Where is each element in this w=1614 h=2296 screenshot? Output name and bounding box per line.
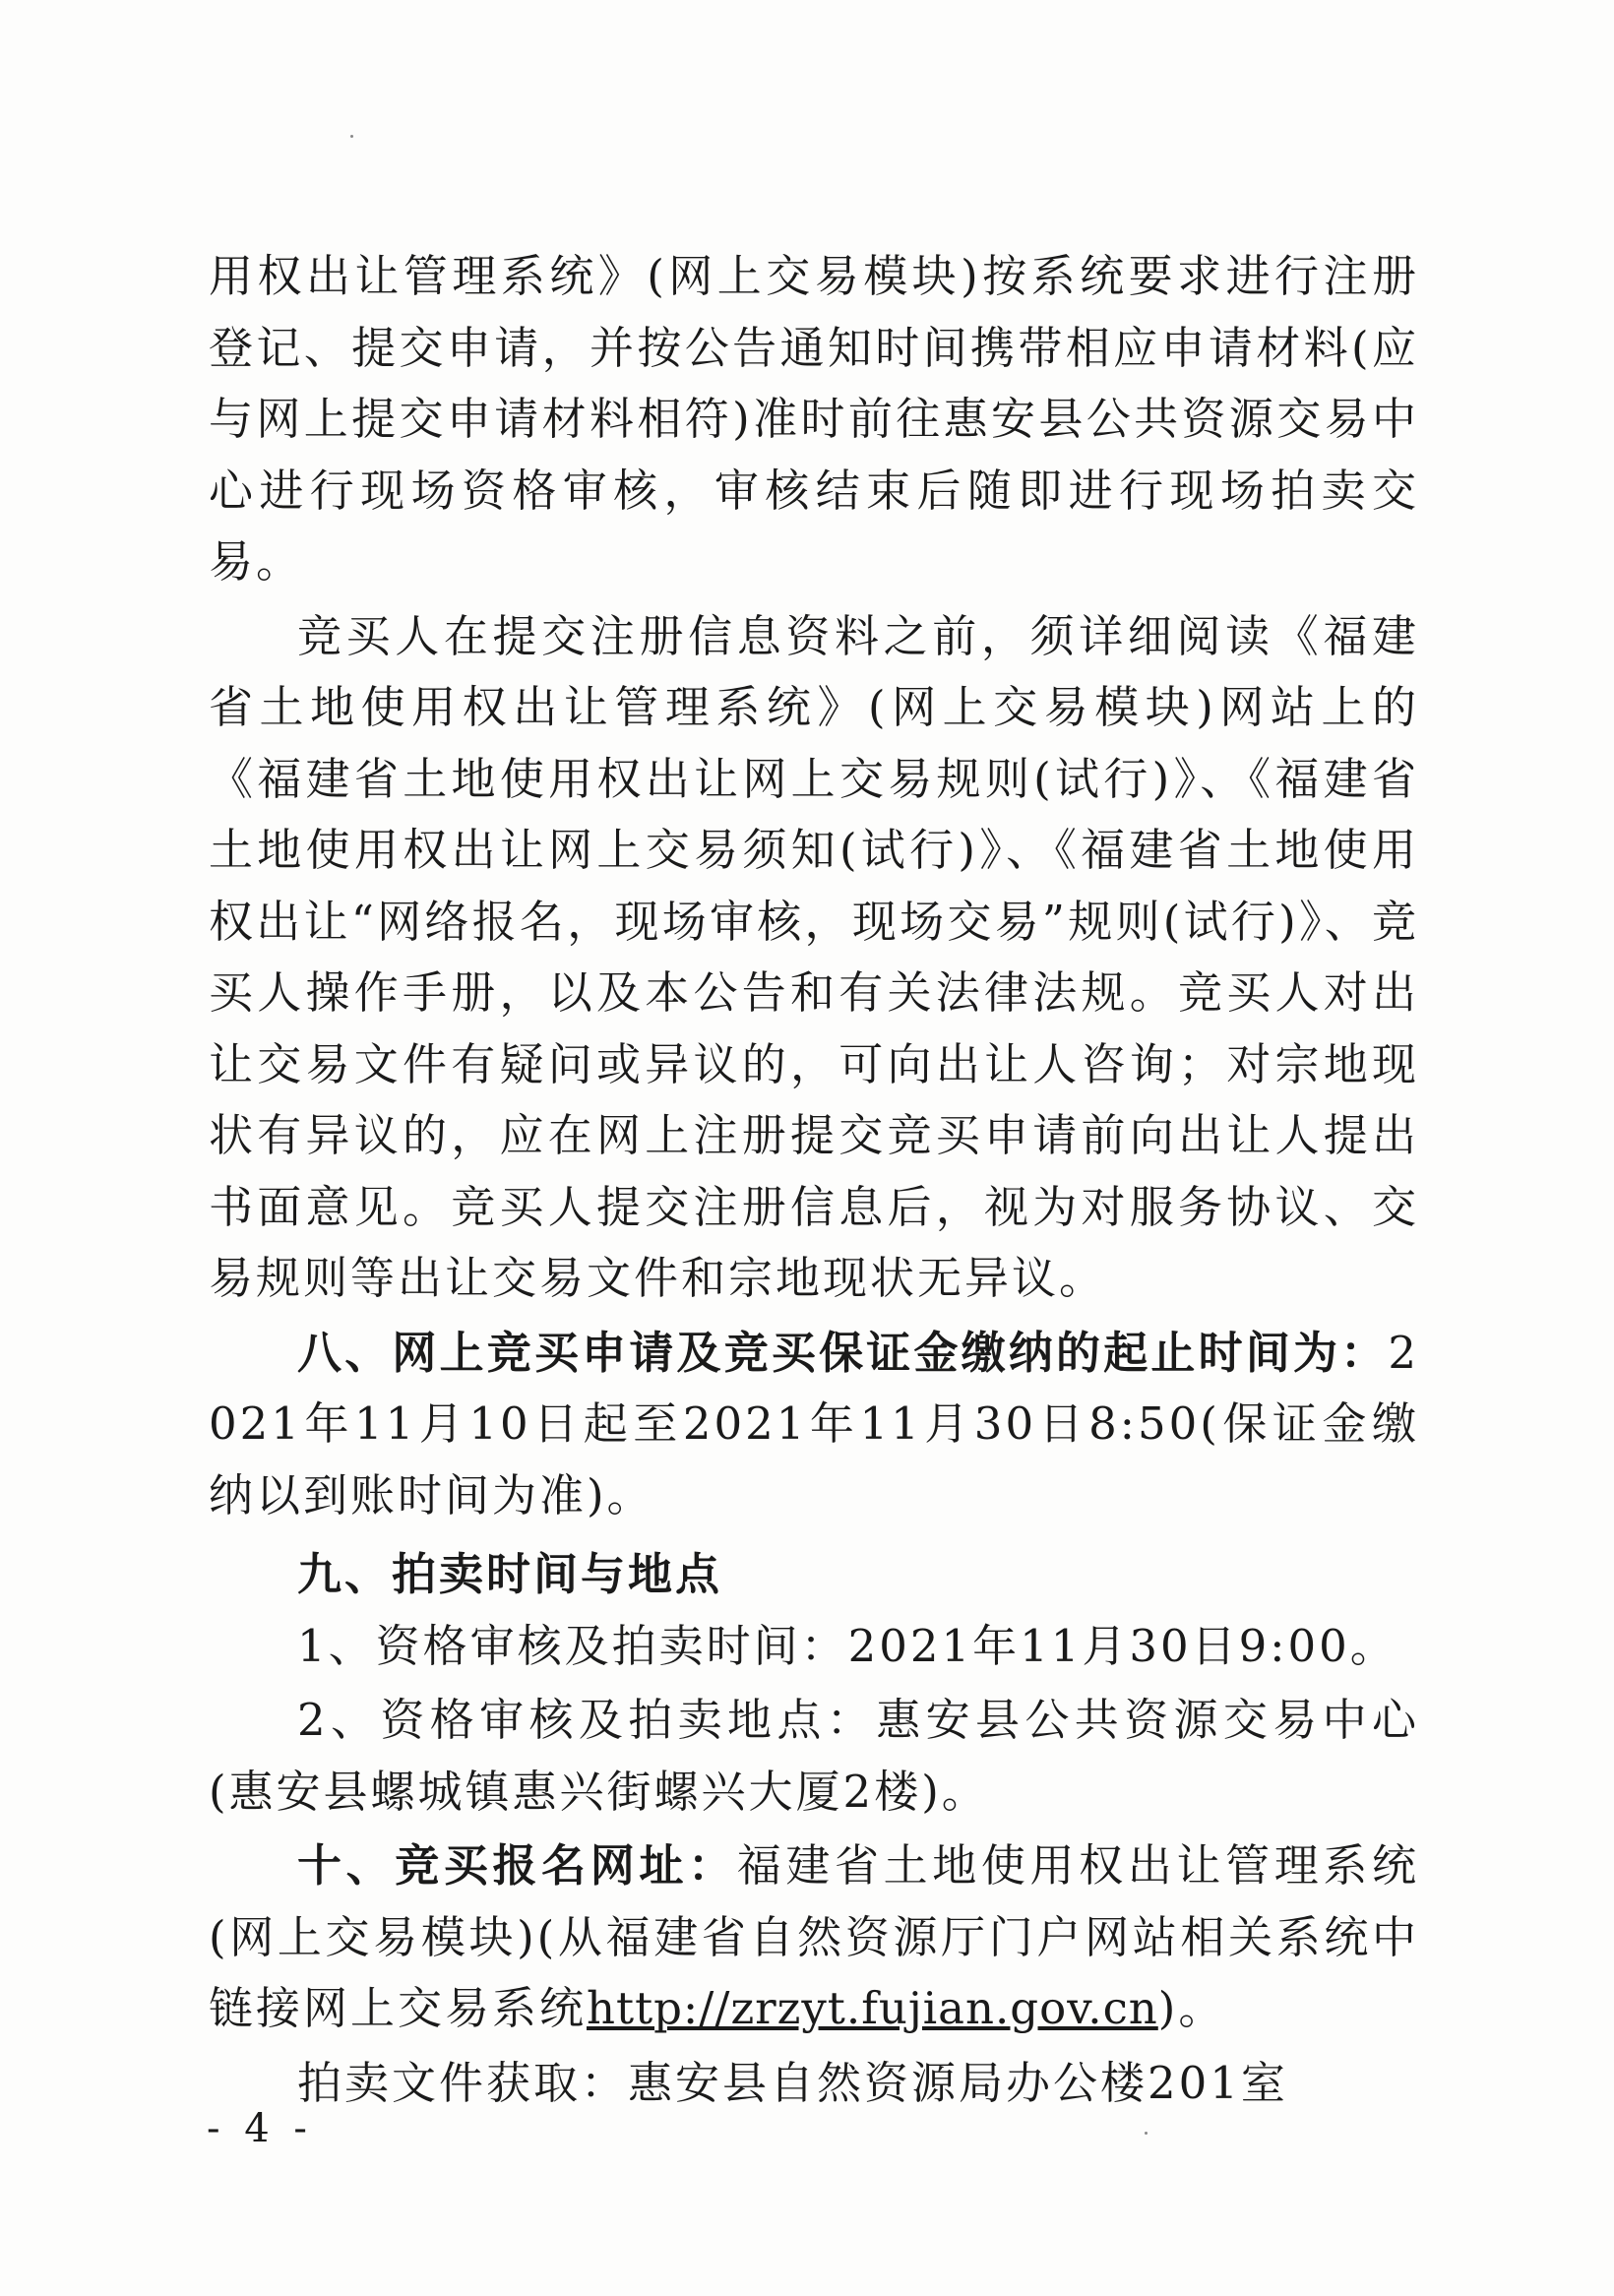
section-heading: 九、拍卖时间与地点 [297, 1548, 723, 1600]
paragraph-text: 福建省土地使用权出让管理系统(网上交易模块)(从福建省自然资源厅门户网站相关系统中链接网上交易系统 [209, 1839, 1419, 2034]
section-heading: 十、竞买报名网址： [297, 1839, 737, 1892]
paragraph-text: 1、资格审核及拍卖时间：2021年11月30日9:00。 [297, 1619, 1397, 1672]
paragraph-text: 2、资格审核及拍卖地点：惠安县公共资源交易中心(惠安县螺城镇惠兴街螺兴大厦2楼)。 [209, 1694, 1419, 1818]
paragraph-text: 拍卖文件获取：惠安县自然资源局办公楼201室 [297, 2056, 1288, 2109]
item-auction-location [209, 1685, 1419, 1828]
paragraph-text-tail: )。 [1157, 1982, 1226, 2034]
paragraph-text: 2021年11月10日起至2021年11月30日8:50(保证金缴纳以到账时间为准)。 [209, 1326, 1419, 1521]
section-10-registration-url [209, 1831, 1419, 2045]
scan-speck [1145, 2132, 1148, 2135]
document-body [209, 241, 1419, 2119]
paragraph-text: 用权出让管理系统》(网上交易模块)按系统要求进行注册登记、提交申请，并按公告通知时间携带相应申请材料(应与网上提交申请材料相符)准时前往惠安县公共资源交易中心进行现场资格审核，审核结束后随即进行现场拍卖交易。 [209, 250, 1419, 588]
scan-speck [350, 135, 353, 138]
section-8-application-period [209, 1318, 1419, 1532]
paragraph-document-pickup [209, 2048, 1419, 2120]
paragraph-bidder-notice [209, 601, 1419, 1315]
item-auction-time [209, 1611, 1419, 1683]
registration-url-link[interactable]: http://zrzyt.fujian.gov.cn [587, 1982, 1158, 2034]
section-heading: 八、网上竞买申请及竞买保证金缴纳的起止时间为： [297, 1326, 1389, 1379]
paragraph-text: 竞买人在提交注册信息资料之前，须详细阅读《福建省土地使用权出让管理系统》(网上交易模块)网站上的《福建省土地使用权出让网上交易规则(试行)》、《福建省土地使用权出让网上交易须知(试行)》、《福建省土地使用权出让“网络报名，现场审核，现场交易”规则(试行)》、竞买人操作手册，以及本公告和有关法律法规。竞买人对出让交易文件有疑问或异议的，可向出让人咨询；对宗地现状有异议的，应在网上注册提交竞买申请前向出让人提出书面意见。竞买人提交注册信息后，视为对服务协议、交易规则等出让交易文件和宗地现状无异议。 [209, 609, 1419, 1304]
section-9-heading [209, 1539, 1419, 1611]
page-number: - 4 - [207, 2106, 313, 2151]
paragraph-continuation [209, 241, 1419, 598]
